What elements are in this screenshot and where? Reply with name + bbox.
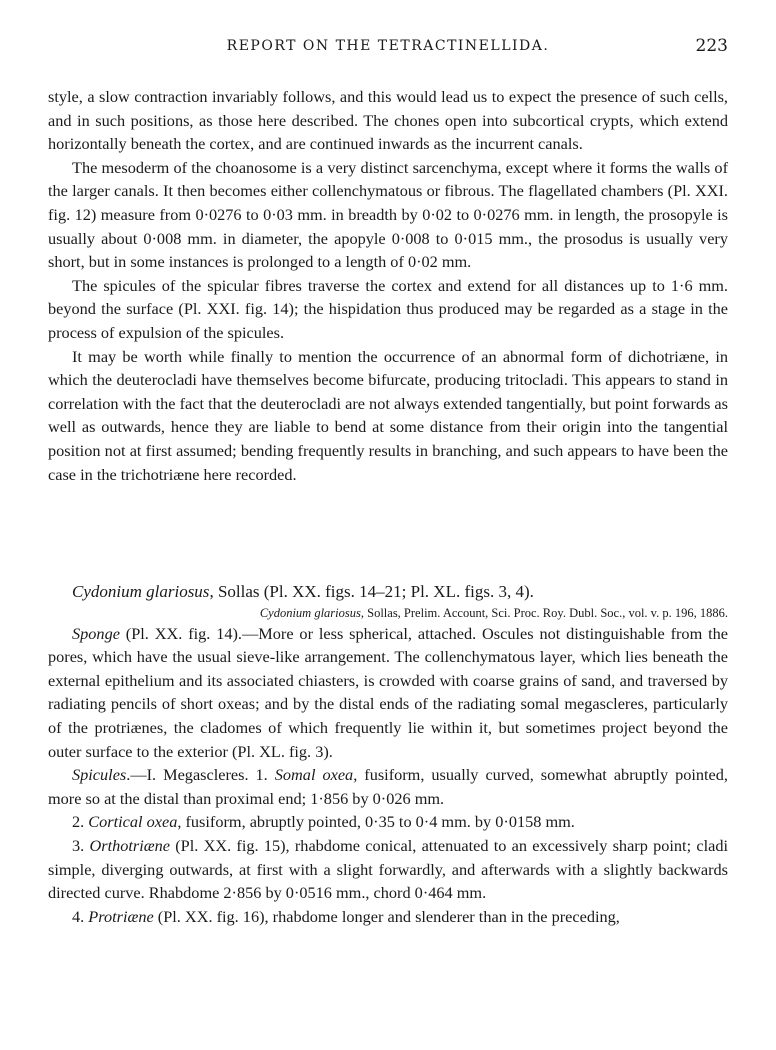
cortical-oxea-name: Cortical oxea bbox=[88, 812, 178, 832]
protriaene-name: Protriæne bbox=[88, 906, 154, 926]
item-number: 3. bbox=[72, 835, 90, 855]
spicules-label: Spicules bbox=[72, 765, 127, 785]
somal-oxea-name: Somal oxea bbox=[274, 765, 354, 785]
species-name: Cydonium glariosus bbox=[72, 582, 210, 601]
reference-citation: , Sollas, Prelim. Account, Sci. Proc. Roy. Dubl. Soc., vol. v. p. 196, 1886. bbox=[360, 605, 728, 620]
section-continuation bbox=[48, 85, 728, 486]
sponge-text: (Pl. XX. fig. 14).—More or less spherical, attached. Oscules not distinguishable from the pores, which have the usual sieve-like arrangement. The collenchymatous layer, which lies beneath the external epithelium and its associated chiasters, is crowded with coarse grains of sand, and traversed by radiating pencils of short oxeas; and by the distal ends of the radiating somal megascleres, particularly of the protriænes, the cladomes of which frequently lie within it, but sometimes project beyond the outer surface to the exterior (Pl. XL. fig. 3). bbox=[48, 623, 728, 761]
cortical-oxea-item bbox=[48, 810, 728, 834]
orthotriaene-text: (Pl. XX. fig. 15), rhabdome conical, attenuated to an excessively sharp point; cladi simple, diverging outwards, at first with a slight forwardly, and afterwards with a slightly backwards directed curve. Rhabdome 2·856 by 0·0516 mm., chord 0·464 mm. bbox=[48, 835, 729, 903]
item-number: 4. bbox=[72, 906, 89, 926]
item-number: 2. bbox=[72, 812, 89, 832]
page-number: 223 bbox=[695, 36, 728, 56]
sponge-label: Sponge bbox=[72, 623, 120, 643]
paragraph-3: The spicules of the spicular fibres traverse the cortex and extend for all distances up to 1·6 mm. beyond the surface (Pl. XXI. fig. 14); the hispidation thus produced may be regarded as a stage in the process of expulsion of the spicules. bbox=[48, 275, 728, 342]
protriaene-text: (Pl. XX. fig. 16), rhabdome longer and slenderer than in the preceding, bbox=[153, 906, 620, 926]
sponge-paragraph bbox=[48, 622, 728, 764]
orthotriaene-item bbox=[48, 834, 728, 905]
spicules-intro: .—I. Megascleres. 1. bbox=[126, 765, 275, 785]
species-heading-rest: , Sollas (Pl. XX. figs. 14–21; Pl. XL. figs. 3, 4). bbox=[209, 582, 534, 601]
protriaene-item bbox=[48, 905, 728, 929]
species-section bbox=[48, 580, 728, 928]
reference-species-name: Cydonium glariosus bbox=[259, 605, 361, 620]
orthotriaene-name: Orthotriæne bbox=[89, 835, 170, 855]
paragraph-4: It may be worth while finally to mention the occurrence of an abnormal form of dichotriæne, in which the deuterocladi have themselves become bifurcate, producing tritocladi. This appears to stand in correlation with the fact that the deuterocladi are not always extended tangentially, but point forwards as well as outwards, hence they are liable to bend at some distance from their origin into the tangential position not at first assumed; bending frequently results in branching, and such appears to have been the case in the trichotriæne here recorded. bbox=[48, 346, 728, 484]
cortical-oxea-text: , fusiform, abruptly pointed, 0·35 to 0·4 mm. by 0·0158 mm. bbox=[177, 812, 575, 832]
paragraph-2: The mesoderm of the choanosome is a very distinct sarcenchyma, except where it forms the walls of the larger canals. It then becomes either collenchymatous or fibrous. The flagellated chambers (Pl. XXI. fig. 12) measure from 0·0276 to 0·03 mm. in breadth by 0·02 to 0·0276 mm. in length, the prosopyle is usually about 0·008 mm. in diameter, the apopyle 0·008 to 0·015 mm., the prosodus is usually very short, but in some instances is prolonged to a length of 0·02 mm. bbox=[48, 157, 728, 272]
species-reference bbox=[48, 604, 728, 622]
running-header bbox=[48, 38, 728, 62]
spicules-paragraph bbox=[48, 763, 728, 810]
somal-oxea-text: , fusiform, usually curved, somewhat abruptly pointed, more so at the distal than proximal end; 1·856 by 0·026 mm. bbox=[48, 765, 728, 808]
species-heading bbox=[48, 580, 728, 604]
paragraph-1: style, a slow contraction invariably follows, and this would lead us to expect the presence of such cells, and in such positions, as those here described. The chones open into subcortical crypts, which extend horizontally beneath the cortex, and are continued inwards as the incurrent canals. bbox=[48, 87, 728, 154]
running-title: REPORT ON THE TETRACTINELLIDA. bbox=[226, 38, 550, 54]
